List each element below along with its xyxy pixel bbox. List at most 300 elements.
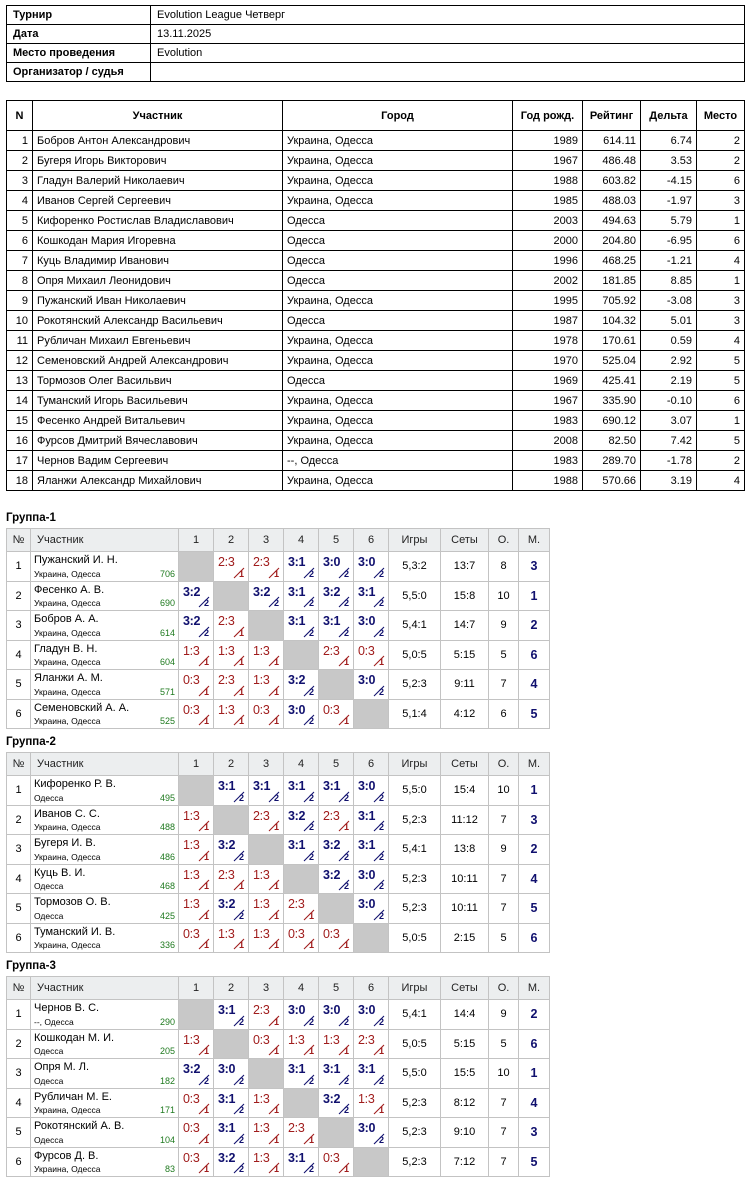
match-points: 1 <box>238 627 244 638</box>
row-number: 16 <box>7 431 33 451</box>
player-sets: 7:12 <box>441 1147 489 1177</box>
participant-city: Одесса <box>283 211 513 231</box>
col-header-place: М. <box>519 529 550 552</box>
rating: 289.70 <box>583 451 641 471</box>
match-result-cell <box>319 1147 354 1177</box>
match-points: 2 <box>308 1075 314 1086</box>
match-points: 1 <box>343 1164 349 1174</box>
player-seed: 3 <box>7 611 31 641</box>
col-header-opp-4: 4 <box>284 753 319 776</box>
match-points: 1 <box>378 1105 384 1115</box>
match-result-cell <box>214 1118 249 1148</box>
col-header-participant: Участник <box>31 529 179 552</box>
match-points: 1 <box>203 851 209 862</box>
match-score: 3:2 <box>288 673 306 687</box>
col-header-opp-2: 2 <box>214 529 249 552</box>
participants-header-row <box>7 101 745 131</box>
player-group-place: 6 <box>519 923 550 953</box>
birth-year: 1987 <box>513 311 583 331</box>
player-sets: 2:15 <box>441 923 489 953</box>
final-place: 2 <box>697 451 745 471</box>
match-result-cell <box>319 611 354 641</box>
match-result-cell <box>249 864 284 894</box>
match-result-cell <box>214 699 249 729</box>
match-score: 1:3 <box>218 643 235 658</box>
player-games: 5,2:3 <box>389 1147 441 1177</box>
participant-city: Одесса <box>283 311 513 331</box>
row-number: 15 <box>7 411 33 431</box>
participant-name: Кифоренко Ростислав Владиславович <box>33 211 283 231</box>
participant-name: Яланжи Александр Михайлович <box>33 471 283 491</box>
row-number: 14 <box>7 391 33 411</box>
col-header-place: М. <box>519 753 550 776</box>
match-points: 1 <box>273 822 279 832</box>
rating: 486.48 <box>583 151 641 171</box>
player-sets: 9:10 <box>441 1118 489 1148</box>
player-name: Пужанский И. Н. <box>34 554 118 566</box>
group-header-row <box>7 977 550 1000</box>
match-result-cell <box>354 835 389 865</box>
player-games: 5,5:0 <box>389 581 441 611</box>
rating: 690.12 <box>583 411 641 431</box>
player-games: 5,2:3 <box>389 864 441 894</box>
match-result-cell <box>354 611 389 641</box>
match-points: 1 <box>273 1016 279 1027</box>
birth-year: 1983 <box>513 451 583 471</box>
self-match-cell <box>249 1059 284 1089</box>
participant-name: Гладун Валерий Николаевич <box>33 171 283 191</box>
match-points: 2 <box>343 881 349 891</box>
match-result-cell <box>354 776 389 806</box>
match-points: 2 <box>343 627 349 638</box>
player-sets: 5:15 <box>441 640 489 670</box>
rating-delta: -6.95 <box>641 231 697 251</box>
match-score: 0:3 <box>288 926 305 941</box>
participant-name: Куць Владимир Иванович <box>33 251 283 271</box>
match-score: 3:2 <box>288 808 306 823</box>
match-score: 1:3 <box>253 867 270 882</box>
player-seed: 2 <box>7 1029 31 1059</box>
match-result-cell <box>249 1088 284 1118</box>
match-score: 2:3 <box>253 808 270 823</box>
participant-city: Украина, Одесса <box>283 171 513 191</box>
match-points: 1 <box>203 1134 209 1145</box>
info-label: Место проведения <box>7 44 151 63</box>
group-table <box>6 528 550 729</box>
group-player-row <box>7 1147 550 1177</box>
info-value: 13.11.2025 <box>151 25 745 44</box>
player-games: 5,4:1 <box>389 1000 441 1030</box>
player-points: 7 <box>489 894 519 924</box>
match-score: 3:2 <box>323 867 341 882</box>
player-seed: 6 <box>7 1147 31 1177</box>
match-result-cell <box>214 611 249 641</box>
participant-row <box>7 191 745 211</box>
participant-city: Украина, Одесса <box>283 471 513 491</box>
match-score: 3:0 <box>323 1003 341 1017</box>
player-rating: 83 <box>164 1164 175 1174</box>
match-score: 3:2 <box>253 584 271 599</box>
match-result-cell <box>179 699 214 729</box>
match-points: 2 <box>308 568 314 579</box>
rating: 170.61 <box>583 331 641 351</box>
match-points: 2 <box>343 598 349 608</box>
match-result-cell <box>354 640 389 670</box>
match-points: 2 <box>203 598 209 608</box>
match-result-cell <box>284 670 319 700</box>
match-result-cell <box>249 1029 284 1059</box>
group-player-row <box>7 1088 550 1118</box>
match-result-cell <box>354 1029 389 1059</box>
col-header-opp-2: 2 <box>214 753 249 776</box>
group-player-row <box>7 670 550 700</box>
match-result-cell <box>284 1059 319 1089</box>
participant-row <box>7 151 745 171</box>
match-score: 0:3 <box>183 926 200 941</box>
match-points: 2 <box>378 627 384 638</box>
player-games: 5,5:0 <box>389 776 441 806</box>
match-points: 2 <box>308 627 314 638</box>
group-player-row <box>7 923 550 953</box>
player-points: 5 <box>489 1029 519 1059</box>
match-result-cell <box>214 835 249 865</box>
group-player-row <box>7 1059 550 1089</box>
match-score: 3:1 <box>358 1062 376 1076</box>
match-points: 2 <box>238 1016 244 1027</box>
group-table <box>6 976 550 1177</box>
player-points: 7 <box>489 1147 519 1177</box>
final-place: 2 <box>697 131 745 151</box>
participant-city: Украина, Одесса <box>283 291 513 311</box>
info-label: Дата <box>7 25 151 44</box>
match-points: 1 <box>273 940 279 950</box>
match-result-cell <box>179 1059 214 1089</box>
player-seed: 1 <box>7 1000 31 1030</box>
match-result-cell <box>214 1147 249 1177</box>
player-name: Кифоренко Р. В. <box>34 778 116 790</box>
birth-year: 1967 <box>513 391 583 411</box>
player-name: Кошкодан М. И. <box>34 1031 115 1044</box>
match-score: 3:2 <box>323 838 341 852</box>
match-score: 3:1 <box>288 1150 306 1165</box>
player-points: 5 <box>489 640 519 670</box>
row-number: 7 <box>7 251 33 271</box>
match-score: 0:3 <box>323 926 340 941</box>
participant-row <box>7 251 745 271</box>
group-player-row <box>7 581 550 611</box>
match-points: 2 <box>308 1164 314 1174</box>
player-group-place: 3 <box>519 1118 550 1148</box>
match-score: 3:0 <box>323 555 341 569</box>
group-player-row <box>7 552 550 582</box>
col-header-participant: Участник <box>31 977 179 1000</box>
match-result-cell <box>319 835 354 865</box>
rating: 204.80 <box>583 231 641 251</box>
player-name: Туманский И. В. <box>34 925 116 938</box>
match-score: 1:3 <box>183 643 200 658</box>
rating: 488.03 <box>583 191 641 211</box>
rating-delta: 7.42 <box>641 431 697 451</box>
player-games: 5,0:5 <box>389 1029 441 1059</box>
player-seed: 5 <box>7 894 31 924</box>
player-rating: 614 <box>159 627 175 638</box>
match-points: 1 <box>203 657 209 667</box>
col-header-opp-6: 6 <box>354 977 389 1000</box>
group-player-row <box>7 805 550 835</box>
player-games: 5,5:0 <box>389 1059 441 1089</box>
match-score: 3:0 <box>288 702 306 717</box>
match-result-cell <box>284 1147 319 1177</box>
rating-delta: 3.07 <box>641 411 697 431</box>
participant-row <box>7 411 745 431</box>
row-number: 9 <box>7 291 33 311</box>
group-player-row <box>7 864 550 894</box>
player-city: Украина, Одесса <box>34 657 101 667</box>
rating-delta: 8.85 <box>641 271 697 291</box>
col-header-opp-3: 3 <box>249 529 284 552</box>
rating: 468.25 <box>583 251 641 271</box>
final-place: 4 <box>697 331 745 351</box>
match-score: 3:1 <box>288 555 306 569</box>
match-points: 2 <box>308 792 314 803</box>
match-score: 1:3 <box>253 1150 270 1165</box>
col-header-place: Место <box>697 101 745 131</box>
final-place: 5 <box>697 351 745 371</box>
match-score: 3:1 <box>358 838 376 852</box>
final-place: 3 <box>697 191 745 211</box>
col-header-rating: Рейтинг <box>583 101 641 131</box>
self-match-cell <box>284 1088 319 1118</box>
match-result-cell <box>354 1000 389 1030</box>
match-result-cell <box>284 1029 319 1059</box>
match-points: 2 <box>308 822 314 832</box>
match-result-cell <box>249 581 284 611</box>
player-games: 5,4:1 <box>389 611 441 641</box>
final-place: 5 <box>697 431 745 451</box>
final-place: 6 <box>697 231 745 251</box>
player-rating: 182 <box>159 1075 175 1086</box>
player-rating: 571 <box>159 686 175 697</box>
participant-name: Семеновский Андрей Александрович <box>33 351 283 371</box>
row-number: 10 <box>7 311 33 331</box>
match-score: 3:0 <box>358 779 376 793</box>
player-points: 5 <box>489 923 519 953</box>
match-points: 1 <box>238 686 244 697</box>
player-sets: 9:11 <box>441 670 489 700</box>
player-seed: 5 <box>7 1118 31 1148</box>
rating-delta: -3.08 <box>641 291 697 311</box>
player-sets: 8:12 <box>441 1088 489 1118</box>
match-score: 1:3 <box>253 1121 270 1135</box>
player-cell <box>31 805 179 835</box>
match-points: 1 <box>203 940 209 950</box>
player-city: Украина, Одесса <box>34 1164 101 1174</box>
match-score: 1:3 <box>323 1032 340 1047</box>
match-result-cell <box>179 894 214 924</box>
match-points: 2 <box>343 1016 349 1027</box>
player-city: Одесса <box>34 1134 64 1145</box>
match-score: 1:3 <box>253 643 270 658</box>
match-score: 1:3 <box>253 1091 270 1106</box>
match-result-cell <box>319 699 354 729</box>
birth-year: 1996 <box>513 251 583 271</box>
match-points: 1 <box>378 657 384 667</box>
match-points: 1 <box>203 716 209 726</box>
group-player-row <box>7 776 550 806</box>
player-cell <box>31 894 179 924</box>
player-city: Одесса <box>34 792 64 803</box>
match-score: 3:0 <box>358 614 376 628</box>
info-label: Турнир <box>7 6 151 25</box>
match-points: 2 <box>238 1164 244 1174</box>
self-match-cell <box>319 670 354 700</box>
info-row-tournament <box>7 6 745 25</box>
match-points: 2 <box>378 568 384 579</box>
player-city: Одесса <box>34 1075 64 1086</box>
match-result-cell <box>284 1118 319 1148</box>
participant-name: Рубличан Михаил Евгеньевич <box>33 331 283 351</box>
player-games: 5,4:1 <box>389 835 441 865</box>
player-seed: 1 <box>7 776 31 806</box>
match-points: 2 <box>238 792 244 803</box>
match-points: 1 <box>343 822 349 832</box>
birth-year: 2003 <box>513 211 583 231</box>
player-rating: 604 <box>159 657 175 667</box>
participant-row <box>7 371 745 391</box>
rating: 570.66 <box>583 471 641 491</box>
player-seed: 2 <box>7 581 31 611</box>
birth-year: 2002 <box>513 271 583 291</box>
match-result-cell <box>319 1088 354 1118</box>
match-points: 1 <box>238 940 244 950</box>
group-title: Группа-3 <box>6 960 56 972</box>
participant-row <box>7 391 745 411</box>
match-points: 2 <box>378 851 384 862</box>
match-result-cell <box>249 1118 284 1148</box>
match-points: 1 <box>273 1105 279 1115</box>
player-name: Рокотянский А. В. <box>34 1120 125 1132</box>
col-header-sets: Сеты <box>441 977 489 1000</box>
player-cell <box>31 581 179 611</box>
col-header-sets: Сеты <box>441 529 489 552</box>
player-seed: 6 <box>7 923 31 953</box>
match-score: 3:2 <box>183 1062 201 1076</box>
final-place: 1 <box>697 211 745 231</box>
group-player-row <box>7 894 550 924</box>
match-score: 2:3 <box>288 897 305 911</box>
info-row-date <box>7 25 745 44</box>
participant-row <box>7 471 745 491</box>
participant-row <box>7 291 745 311</box>
rating: 425.41 <box>583 371 641 391</box>
match-points: 1 <box>273 657 279 667</box>
participant-name: Фесенко Андрей Витальевич <box>33 411 283 431</box>
group-title: Группа-2 <box>6 736 56 748</box>
player-group-place: 5 <box>519 1147 550 1177</box>
match-points: 1 <box>273 1164 279 1174</box>
match-score: 3:0 <box>218 1062 236 1076</box>
match-points: 1 <box>308 1134 314 1145</box>
match-points: 1 <box>203 910 209 921</box>
match-result-cell <box>284 923 319 953</box>
match-result-cell <box>214 894 249 924</box>
col-header-opp-3: 3 <box>249 977 284 1000</box>
participant-row <box>7 451 745 471</box>
rating-delta: 6.74 <box>641 131 697 151</box>
player-cell <box>31 1000 179 1030</box>
match-result-cell <box>284 894 319 924</box>
match-score: 0:3 <box>183 673 200 687</box>
row-number: 4 <box>7 191 33 211</box>
match-result-cell <box>319 581 354 611</box>
info-label: Организатор / судья <box>7 63 151 82</box>
player-city: Украина, Одесса <box>34 716 101 726</box>
player-rating: 171 <box>159 1105 175 1115</box>
match-points: 1 <box>203 686 209 697</box>
match-score: 3:2 <box>323 1091 341 1106</box>
col-header-number: N <box>7 101 33 131</box>
group-player-row <box>7 835 550 865</box>
player-seed: 3 <box>7 835 31 865</box>
self-match-cell <box>249 835 284 865</box>
player-points: 7 <box>489 805 519 835</box>
rating-delta: 2.19 <box>641 371 697 391</box>
self-match-cell <box>319 894 354 924</box>
player-rating: 104 <box>159 1134 175 1145</box>
final-place: 4 <box>697 471 745 491</box>
rating-delta: 0.59 <box>641 331 697 351</box>
player-points: 7 <box>489 670 519 700</box>
participant-city: Украина, Одесса <box>283 351 513 371</box>
self-match-cell <box>354 1147 389 1177</box>
player-sets: 5:15 <box>441 1029 489 1059</box>
match-score: 2:3 <box>253 555 270 569</box>
match-points: 2 <box>238 910 244 921</box>
col-header-birth-year: Год рожд. <box>513 101 583 131</box>
match-score: 0:3 <box>183 1121 200 1135</box>
birth-year: 2000 <box>513 231 583 251</box>
player-name: Фурсов Д. В. <box>34 1149 99 1162</box>
player-city: Украина, Одесса <box>34 627 101 638</box>
col-header-opp-1: 1 <box>179 977 214 1000</box>
match-points: 1 <box>238 568 244 579</box>
info-row-organizer <box>7 63 745 82</box>
col-header-opp-3: 3 <box>249 753 284 776</box>
birth-year: 1978 <box>513 331 583 351</box>
col-header-games: Игры <box>389 529 441 552</box>
match-points: 2 <box>343 851 349 862</box>
match-score: 3:1 <box>288 614 306 628</box>
birth-year: 1983 <box>513 411 583 431</box>
match-score: 1:3 <box>183 897 200 911</box>
player-name: Бобров А. А. <box>34 613 99 625</box>
match-result-cell <box>179 1088 214 1118</box>
match-points: 1 <box>238 657 244 667</box>
match-points: 2 <box>308 686 314 697</box>
match-result-cell <box>249 640 284 670</box>
final-place: 2 <box>697 151 745 171</box>
info-value: Evolution League Четверг <box>151 6 745 25</box>
match-points: 2 <box>238 1075 244 1086</box>
match-points: 2 <box>378 1075 384 1086</box>
match-result-cell <box>319 805 354 835</box>
group-title: Группа-1 <box>6 512 56 524</box>
player-group-place: 4 <box>519 1088 550 1118</box>
match-result-cell <box>179 864 214 894</box>
match-score: 0:3 <box>253 1032 270 1047</box>
match-points: 2 <box>273 598 279 608</box>
match-points: 2 <box>343 1075 349 1086</box>
